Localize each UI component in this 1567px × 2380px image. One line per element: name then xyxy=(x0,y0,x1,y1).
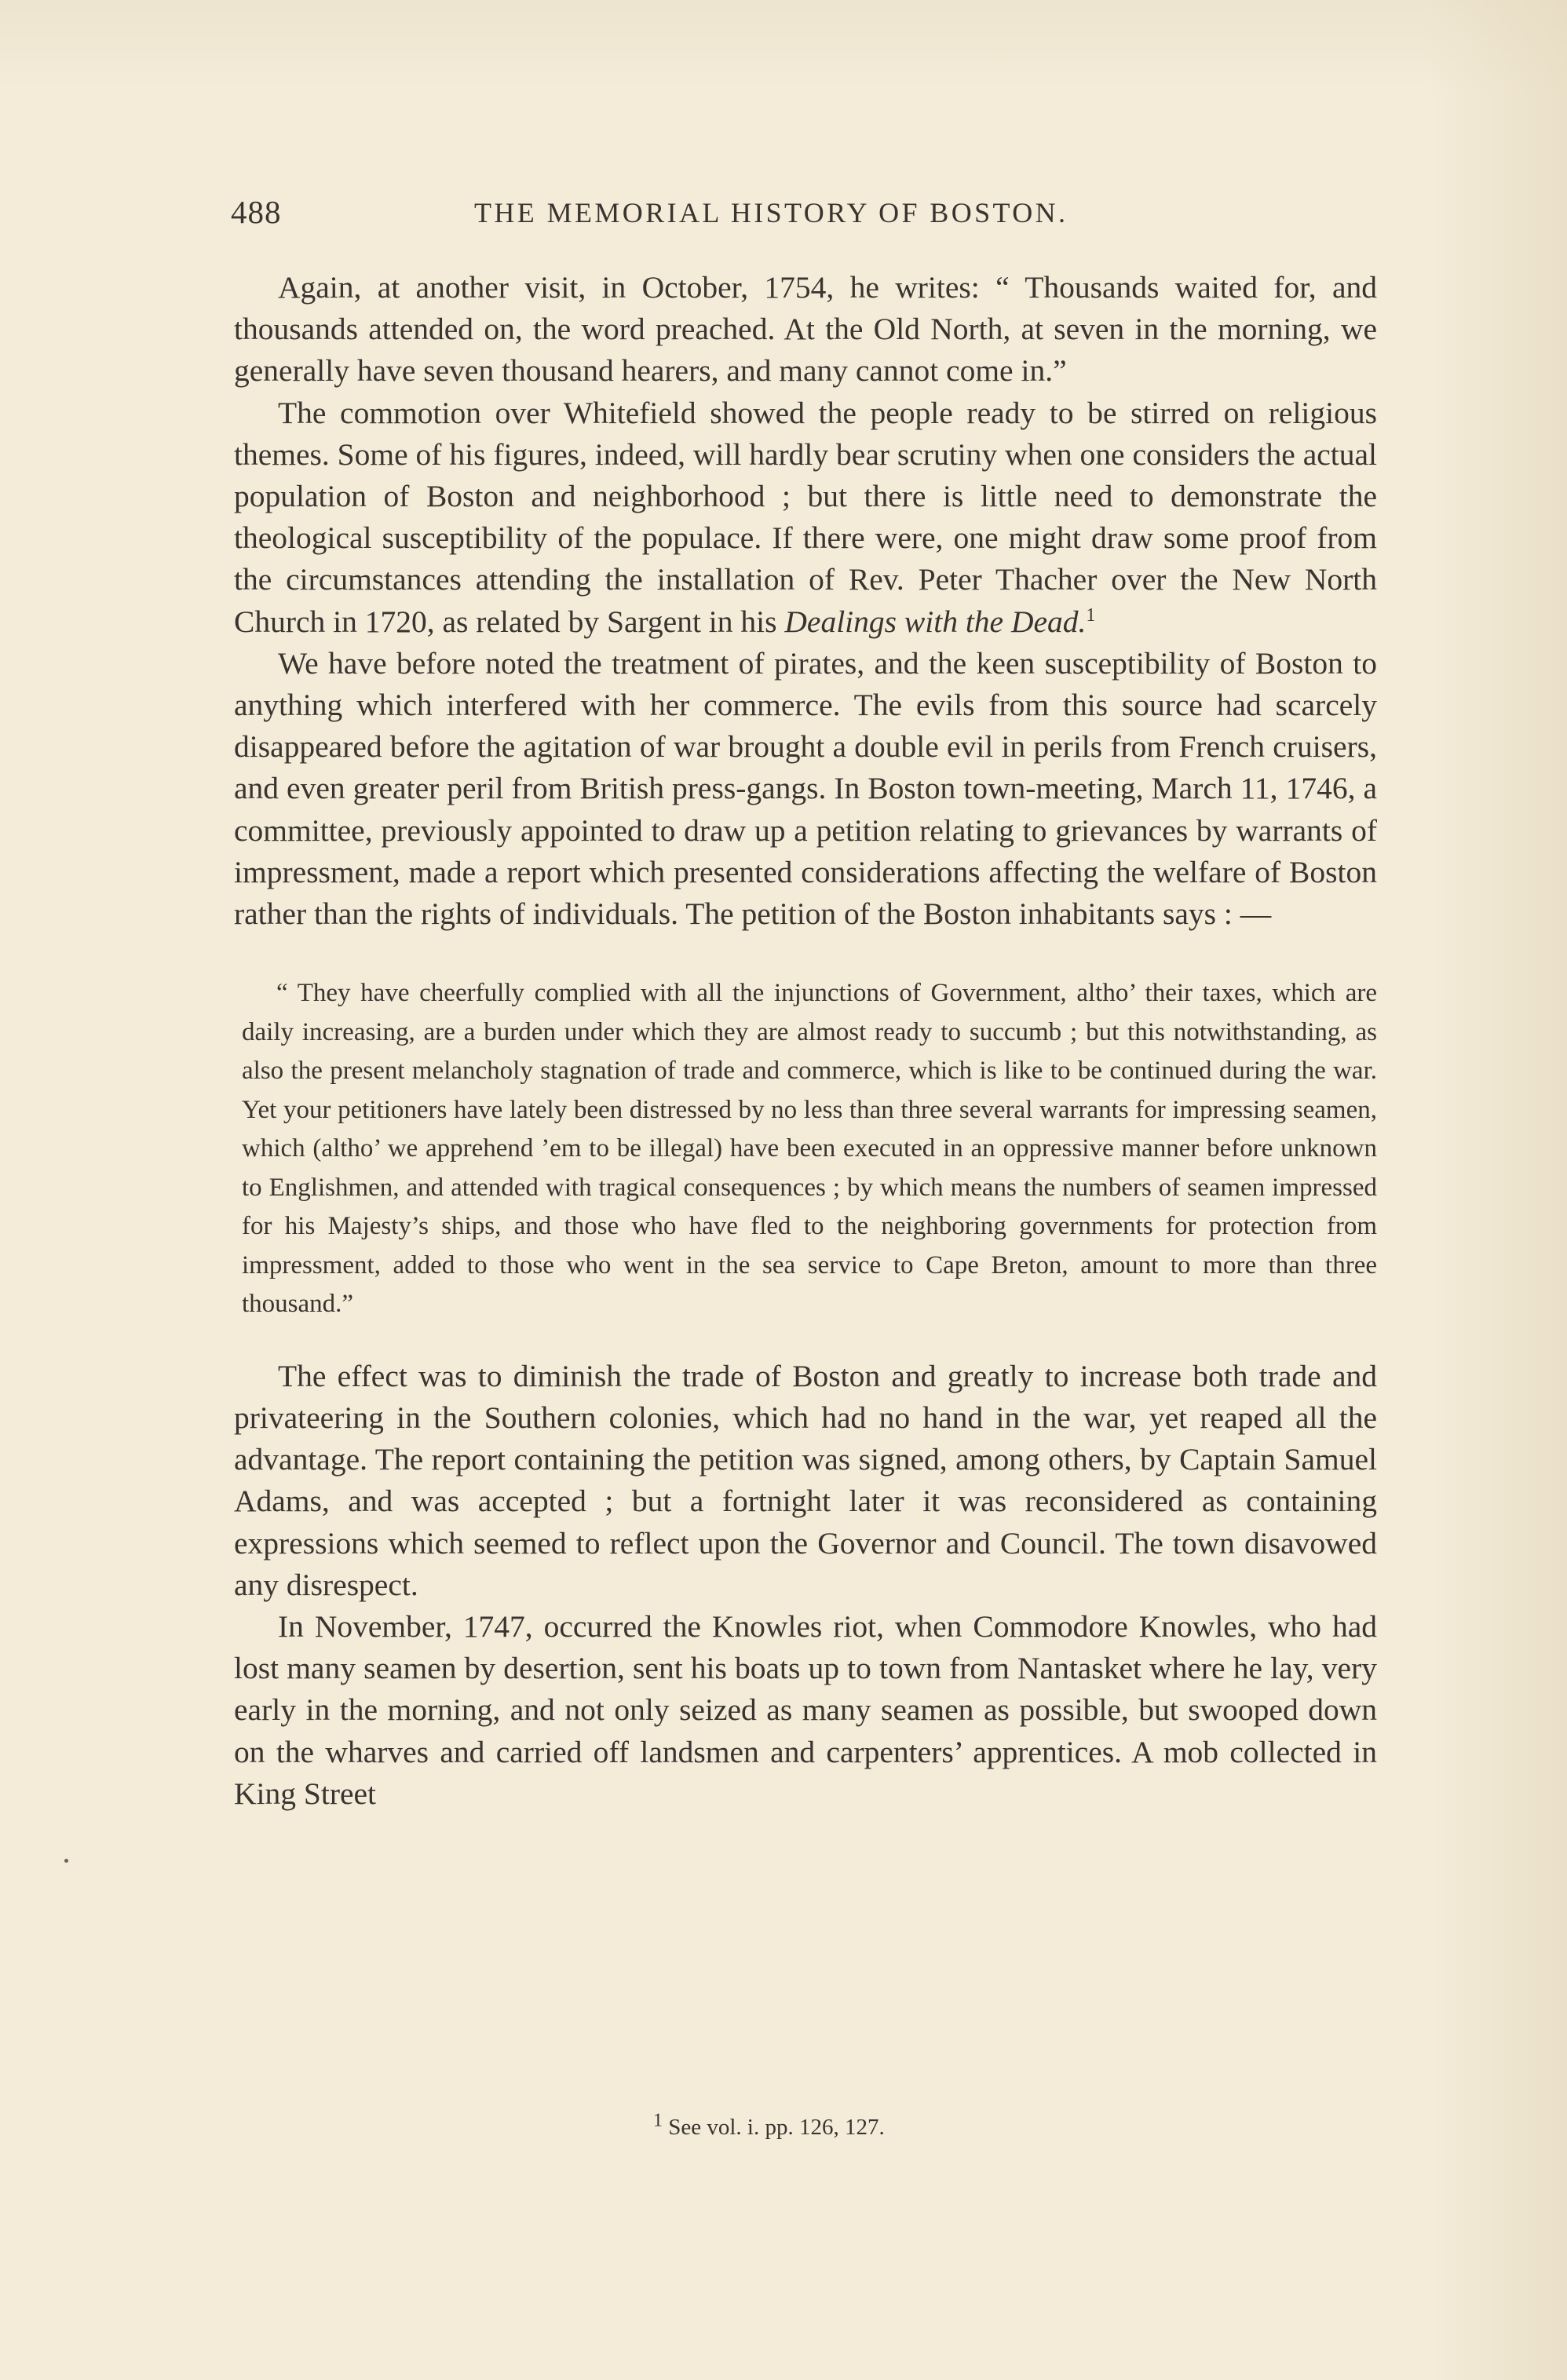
paragraph-3: We have before noted the treatment of pirates, and the keen susceptibility of Boston to anything which interfered with her commerce. The evils from this source had scarcely disappeared before the agitation of war brought a double evil in perils from French cruisers, and even greater peril from British press-gangs. In Boston town-meeting, March 11, 1746, a committee, previously appointed to draw up a petition relating to grievances by warrants of impressment, made a report which presented considerations affecting the welfare of Boston rather than the rights of individuals. The petition of the Boston inhabitants says : — xyxy=(234,645,1377,932)
body-text xyxy=(234,267,1377,1815)
paragraph-5: In November, 1747, occurred the Knowles riot, when Commodore Knowles, who had lost many seamen by desertion, sent his boats up to town from Nantasket where he lay, very early in the morning, and not only seized as many seamen as possible, but swooped down on the wharves and carried off landsmen and carpenters’ apprentices. A mob collected in King Street xyxy=(234,1608,1377,1811)
paragraph-2 xyxy=(234,392,1377,643)
footnote-marker: 1 xyxy=(653,2110,663,2131)
page-shading-right xyxy=(1426,0,1567,2380)
stray-ink-mark xyxy=(64,1859,68,1863)
paragraph-2-text: The commotion over Whitefield showed the people ready to be stirred on religious themes. Some of his figures, indeed, will hardly bear scrutiny when one considers the actual population of Boston and neighborhood ; but there is little need to demonstrate the theological susceptibility of the populace. If there were, one might draw some proof from the circumstances attending the installation of Rev. Peter Thacher over the New North Church in 1720, as related by Sargent in his xyxy=(234,395,1377,639)
page-number: 488 xyxy=(231,194,282,230)
footnote xyxy=(653,2110,885,2141)
footnote-text: See vol. i. pp. 126, 127. xyxy=(663,2115,885,2140)
page-shading-top xyxy=(0,0,1567,94)
footnote-reference: 1 xyxy=(1086,604,1096,626)
paragraph-1: Again, at another visit, in October, 1754, he writes: “ Thousands waited for, and thousands attended on, the word preached. At the Old North, at seven in the morning, we generally have seven thousand hearers, and many cannot come in.” xyxy=(234,270,1377,389)
running-head: THE MEMORIAL HISTORY OF BOSTON. xyxy=(474,197,1068,228)
book-title-italic: Dealings with the Dead. xyxy=(784,604,1087,639)
paragraph-4: The effect was to diminish the trade of Boston and greatly to increase both trade and privateering in the Southern colonies, which had no hand in the war, yet reaped all the advantage. The report containing the petition was signed, among others, by Captain Samuel Adams, and was accepted ; but a fortnight later it was reconsidered as containing expressions which seemed to reflect upon the Governor and Council. The town disavowed any disrespect. xyxy=(234,1358,1377,1602)
block-quote: “ They have cheerfully complied with all the injunctions of Government, altho’ their taxes, which are daily increasing, are a burden under which they are almost ready to succumb ; but this notwithstanding, as also the present melancholy stagnation of trade and commerce, which is like to be continued during the war. Yet your petitioners have lately been distressed by no less than three several warrants for impressing seamen, which (altho’ we apprehend ’em to be illegal) have been executed in an oppressive manner before unknown to Englishmen, and attended with tragical consequences ; by which means the numbers of seamen impressed for his Majesty’s ships, and those who have fled to the neighboring governments for protection from impressment, added to those who went in the sea service to Cape Breton, amount to more than three thousand.” xyxy=(242,979,1377,1319)
page-header xyxy=(231,193,1375,240)
